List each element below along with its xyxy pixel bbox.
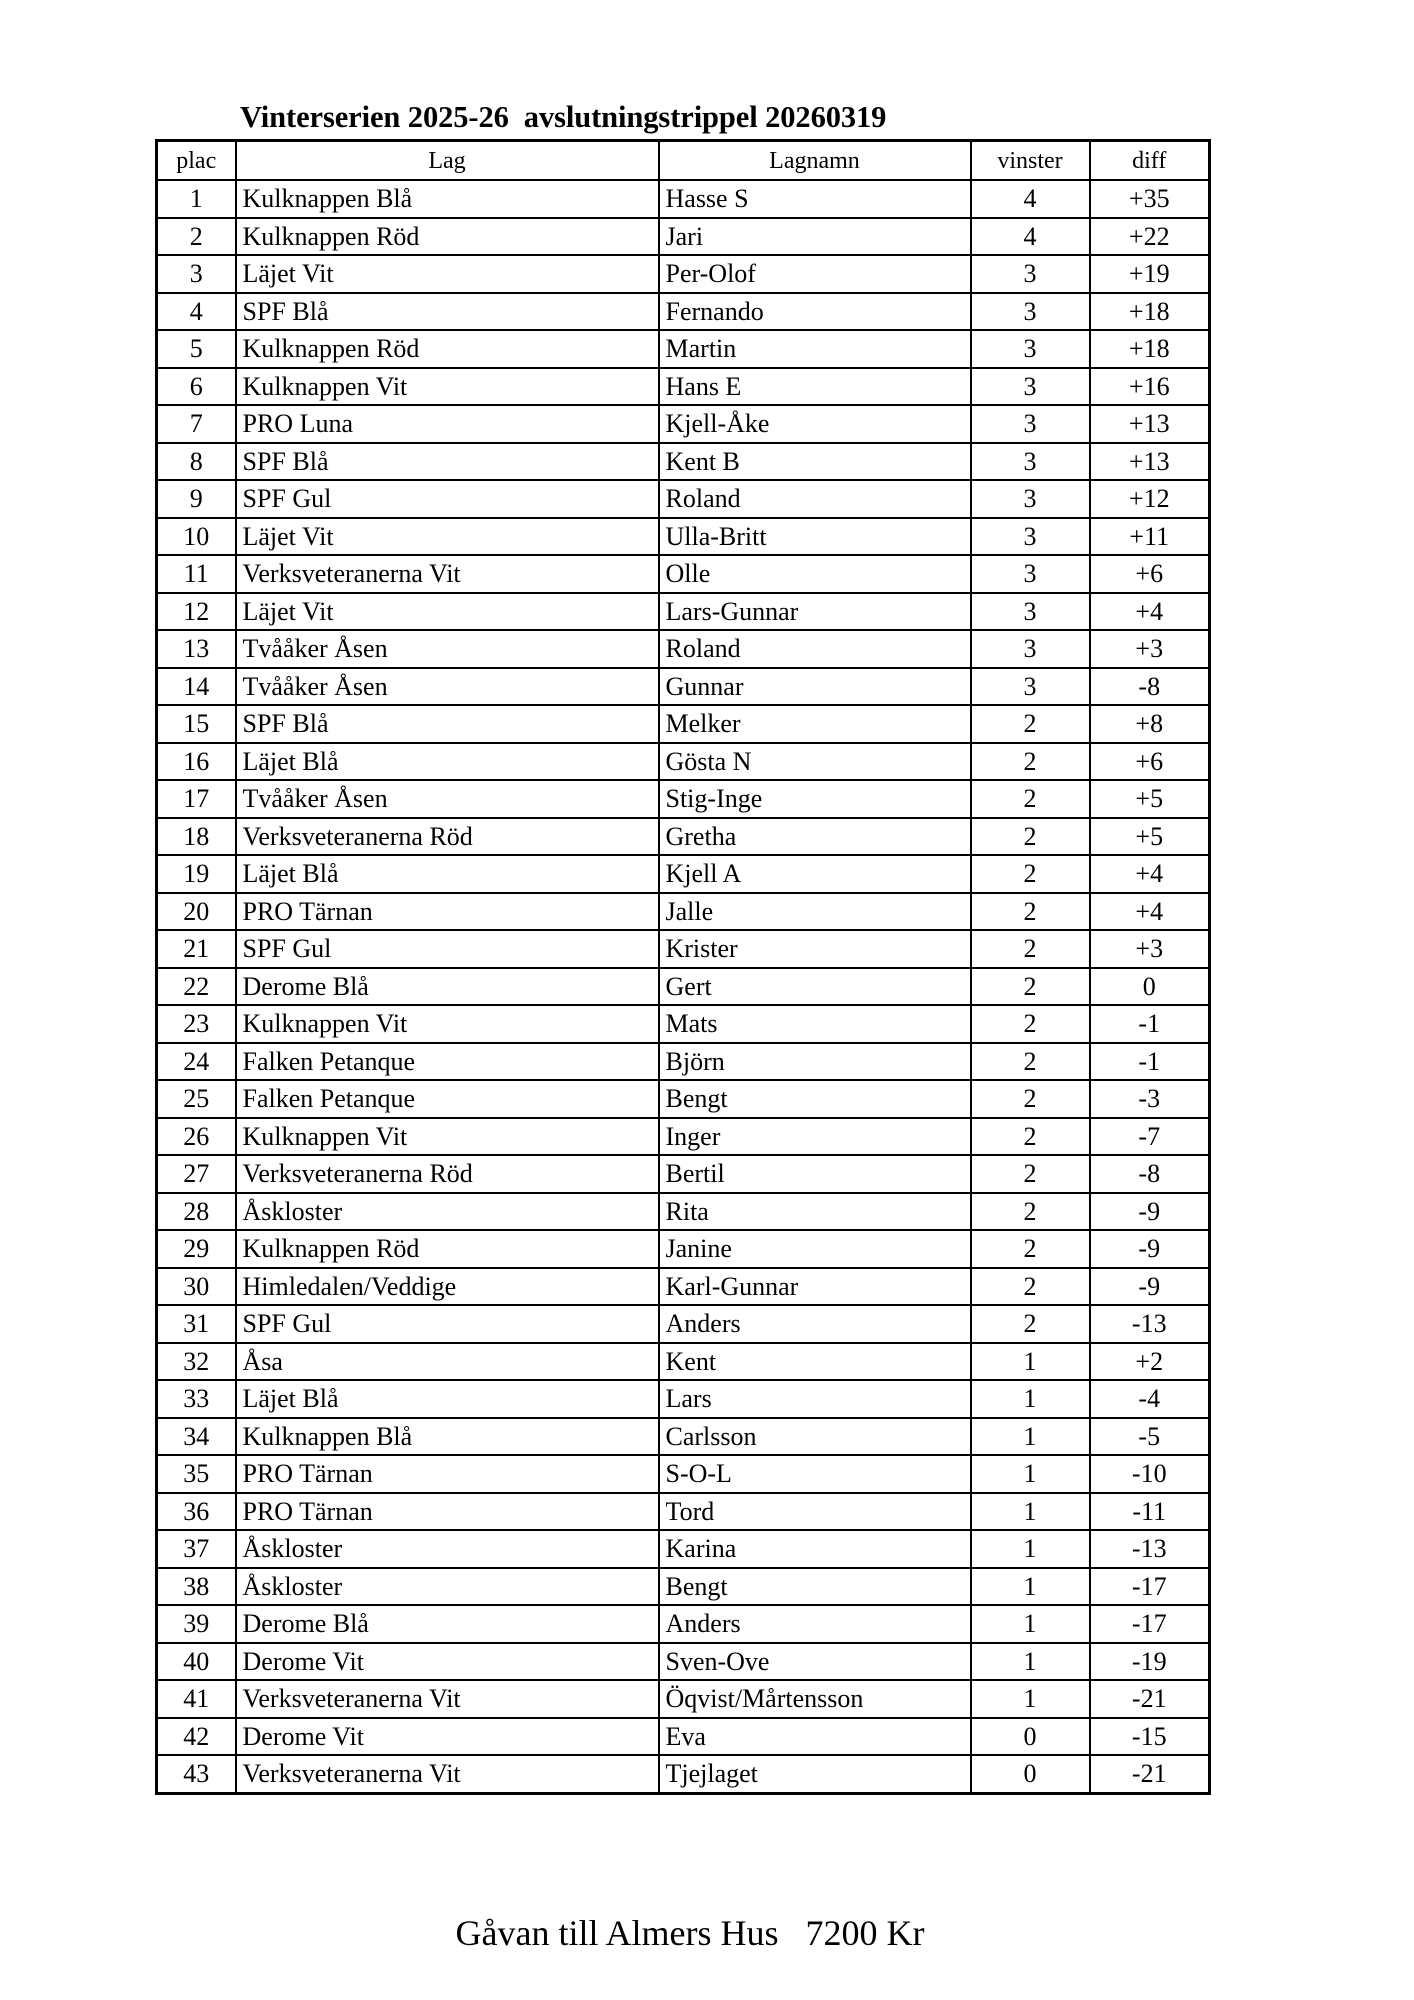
table-row	[157, 1080, 1210, 1118]
header-lag: Lag	[236, 141, 659, 181]
cell-lagnamn: Björn	[659, 1043, 971, 1081]
table-row	[157, 1343, 1210, 1381]
cell-diff: -8	[1090, 1155, 1210, 1193]
cell-plac: 30	[157, 1268, 236, 1306]
cell-plac: 35	[157, 1455, 236, 1493]
cell-lagnamn: Gert	[659, 968, 971, 1006]
cell-lagnamn: Lars	[659, 1380, 971, 1418]
cell-plac: 28	[157, 1193, 236, 1231]
cell-diff: +35	[1090, 180, 1210, 218]
cell-lagnamn: Fernando	[659, 293, 971, 331]
cell-plac: 16	[157, 743, 236, 781]
cell-lag: Kulknappen Röd	[236, 330, 659, 368]
cell-lag: Verksveteranerna Röd	[236, 1155, 659, 1193]
cell-plac: 25	[157, 1080, 236, 1118]
cell-vinster: 2	[971, 780, 1090, 818]
cell-plac: 29	[157, 1230, 236, 1268]
results-table	[155, 139, 1211, 1795]
cell-diff: +5	[1090, 818, 1210, 856]
cell-lagnamn: Martin	[659, 330, 971, 368]
cell-lagnamn: Öqvist/Mårtensson	[659, 1680, 971, 1718]
cell-lagnamn: Gunnar	[659, 668, 971, 706]
cell-lag: PRO Tärnan	[236, 1493, 659, 1531]
cell-lag: Tvååker Åsen	[236, 630, 659, 668]
cell-lag: Åskloster	[236, 1530, 659, 1568]
cell-lag: Kulknappen Vit	[236, 368, 659, 406]
cell-plac: 6	[157, 368, 236, 406]
cell-lag: Kulknappen Röd	[236, 1230, 659, 1268]
cell-lag: Kulknappen Blå	[236, 180, 659, 218]
cell-lagnamn: Bengt	[659, 1568, 971, 1606]
table-row	[157, 293, 1210, 331]
table-row	[157, 1568, 1210, 1606]
cell-vinster: 1	[971, 1343, 1090, 1381]
cell-plac: 40	[157, 1643, 236, 1681]
cell-plac: 18	[157, 818, 236, 856]
cell-plac: 13	[157, 630, 236, 668]
cell-diff: -7	[1090, 1118, 1210, 1156]
cell-vinster: 0	[971, 1718, 1090, 1756]
cell-lagnamn: Kent	[659, 1343, 971, 1381]
table-row	[157, 1043, 1210, 1081]
cell-diff: -17	[1090, 1568, 1210, 1606]
cell-vinster: 1	[971, 1643, 1090, 1681]
cell-vinster: 2	[971, 1005, 1090, 1043]
table-row	[157, 668, 1210, 706]
cell-diff: -13	[1090, 1305, 1210, 1343]
cell-diff: -17	[1090, 1605, 1210, 1643]
cell-plac: 15	[157, 705, 236, 743]
table-row	[157, 818, 1210, 856]
cell-diff: +18	[1090, 330, 1210, 368]
cell-lagnamn: Kent B	[659, 443, 971, 481]
cell-vinster: 3	[971, 255, 1090, 293]
cell-plac: 20	[157, 893, 236, 931]
cell-vinster: 2	[971, 1118, 1090, 1156]
cell-diff: -13	[1090, 1530, 1210, 1568]
cell-diff: +11	[1090, 518, 1210, 556]
cell-vinster: 2	[971, 968, 1090, 1006]
cell-diff: +6	[1090, 743, 1210, 781]
cell-vinster: 2	[971, 855, 1090, 893]
cell-diff: +12	[1090, 480, 1210, 518]
cell-diff: +2	[1090, 1343, 1210, 1381]
cell-diff: -3	[1090, 1080, 1210, 1118]
table-row	[157, 593, 1210, 631]
cell-plac: 17	[157, 780, 236, 818]
cell-diff: -10	[1090, 1455, 1210, 1493]
cell-lag: Derome Vit	[236, 1718, 659, 1756]
cell-diff: +18	[1090, 293, 1210, 331]
cell-plac: 33	[157, 1380, 236, 1418]
cell-diff: +16	[1090, 368, 1210, 406]
cell-vinster: 3	[971, 668, 1090, 706]
table-row	[157, 480, 1210, 518]
cell-vinster: 1	[971, 1380, 1090, 1418]
cell-lagnamn: Inger	[659, 1118, 971, 1156]
cell-vinster: 0	[971, 1755, 1090, 1793]
cell-lagnamn: Roland	[659, 480, 971, 518]
cell-lagnamn: Gretha	[659, 818, 971, 856]
table-row	[157, 893, 1210, 931]
table-header-row	[157, 141, 1210, 181]
table-row	[157, 630, 1210, 668]
cell-diff: -1	[1090, 1005, 1210, 1043]
cell-vinster: 3	[971, 330, 1090, 368]
cell-lag: Tvååker Åsen	[236, 668, 659, 706]
cell-vinster: 1	[971, 1530, 1090, 1568]
cell-plac: 26	[157, 1118, 236, 1156]
document-title: Vinterserien 2025-26 avslutningstrippel 20260319	[240, 100, 887, 134]
table-row	[157, 1193, 1210, 1231]
cell-vinster: 2	[971, 1043, 1090, 1081]
cell-lagnamn: Ulla-Britt	[659, 518, 971, 556]
cell-plac: 42	[157, 1718, 236, 1756]
cell-plac: 10	[157, 518, 236, 556]
cell-vinster: 2	[971, 1230, 1090, 1268]
cell-diff: -15	[1090, 1718, 1210, 1756]
cell-diff: +4	[1090, 855, 1210, 893]
table-row	[157, 443, 1210, 481]
cell-plac: 14	[157, 668, 236, 706]
cell-plac: 39	[157, 1605, 236, 1643]
cell-vinster: 2	[971, 1193, 1090, 1231]
cell-diff: -9	[1090, 1193, 1210, 1231]
cell-lagnamn: Hasse S	[659, 180, 971, 218]
header-vinster: vinster	[971, 141, 1090, 181]
cell-plac: 12	[157, 593, 236, 631]
cell-plac: 31	[157, 1305, 236, 1343]
cell-lag: Kulknappen Vit	[236, 1118, 659, 1156]
header-lagnamn: Lagnamn	[659, 141, 971, 181]
cell-lag: SPF Gul	[236, 930, 659, 968]
cell-vinster: 1	[971, 1680, 1090, 1718]
table-row	[157, 930, 1210, 968]
table-row	[157, 1718, 1210, 1756]
cell-plac: 2	[157, 218, 236, 256]
cell-lag: Verksveteranerna Vit	[236, 1755, 659, 1793]
cell-lagnamn: Rita	[659, 1193, 971, 1231]
cell-vinster: 3	[971, 555, 1090, 593]
cell-lagnamn: Jalle	[659, 893, 971, 931]
table-row	[157, 1230, 1210, 1268]
cell-plac: 7	[157, 405, 236, 443]
cell-vinster: 1	[971, 1605, 1090, 1643]
cell-plac: 5	[157, 330, 236, 368]
cell-vinster: 2	[971, 893, 1090, 931]
header-plac: plac	[157, 141, 236, 181]
table-row	[157, 1493, 1210, 1531]
cell-vinster: 3	[971, 630, 1090, 668]
cell-vinster: 1	[971, 1455, 1090, 1493]
cell-plac: 34	[157, 1418, 236, 1456]
cell-lagnamn: Sven-Ove	[659, 1643, 971, 1681]
table-row	[157, 1643, 1210, 1681]
cell-lag: PRO Tärnan	[236, 1455, 659, 1493]
cell-lagnamn: Bertil	[659, 1155, 971, 1193]
table-row	[157, 1530, 1210, 1568]
cell-lagnamn: Anders	[659, 1605, 971, 1643]
table-row	[157, 218, 1210, 256]
cell-vinster: 1	[971, 1568, 1090, 1606]
cell-diff: -4	[1090, 1380, 1210, 1418]
donation-footer: Gåvan till Almers Hus 7200 Kr	[455, 1913, 925, 1953]
table-row	[157, 1605, 1210, 1643]
cell-lagnamn: Gösta N	[659, 743, 971, 781]
cell-vinster: 3	[971, 480, 1090, 518]
cell-plac: 3	[157, 255, 236, 293]
cell-plac: 38	[157, 1568, 236, 1606]
cell-plac: 8	[157, 443, 236, 481]
cell-plac: 27	[157, 1155, 236, 1193]
cell-lagnamn: Stig-Inge	[659, 780, 971, 818]
cell-lag: Falken Petanque	[236, 1043, 659, 1081]
cell-lag: Verksveteranerna Vit	[236, 555, 659, 593]
cell-lagnamn: Bengt	[659, 1080, 971, 1118]
cell-diff: -5	[1090, 1418, 1210, 1456]
table-row	[157, 405, 1210, 443]
cell-diff: +13	[1090, 443, 1210, 481]
cell-vinster: 1	[971, 1418, 1090, 1456]
cell-lagnamn: Olle	[659, 555, 971, 593]
table-row	[157, 330, 1210, 368]
table-row	[157, 255, 1210, 293]
table-row	[157, 1005, 1210, 1043]
table-row	[157, 1755, 1210, 1793]
cell-lagnamn: Karl-Gunnar	[659, 1268, 971, 1306]
cell-lagnamn: Roland	[659, 630, 971, 668]
cell-lag: Läjet Blå	[236, 855, 659, 893]
cell-vinster: 2	[971, 743, 1090, 781]
cell-lag: Verksveteranerna Vit	[236, 1680, 659, 1718]
cell-plac: 36	[157, 1493, 236, 1531]
cell-lag: SPF Gul	[236, 1305, 659, 1343]
cell-lagnamn: Kjell-Åke	[659, 405, 971, 443]
cell-lag: PRO Tärnan	[236, 893, 659, 931]
cell-diff: +3	[1090, 630, 1210, 668]
cell-lagnamn: Krister	[659, 930, 971, 968]
cell-plac: 21	[157, 930, 236, 968]
cell-vinster: 2	[971, 1305, 1090, 1343]
cell-diff: +22	[1090, 218, 1210, 256]
cell-plac: 1	[157, 180, 236, 218]
cell-vinster: 3	[971, 443, 1090, 481]
cell-vinster: 3	[971, 405, 1090, 443]
table-row	[157, 1380, 1210, 1418]
cell-diff: 0	[1090, 968, 1210, 1006]
cell-diff: +6	[1090, 555, 1210, 593]
cell-diff: +4	[1090, 593, 1210, 631]
cell-vinster: 3	[971, 293, 1090, 331]
cell-diff: -9	[1090, 1230, 1210, 1268]
cell-vinster: 2	[971, 930, 1090, 968]
cell-lag: SPF Gul	[236, 480, 659, 518]
cell-lag: Verksveteranerna Röd	[236, 818, 659, 856]
cell-plac: 43	[157, 1755, 236, 1793]
cell-vinster: 3	[971, 593, 1090, 631]
cell-lag: Läjet Blå	[236, 1380, 659, 1418]
results-body	[157, 180, 1210, 1793]
table-row	[157, 368, 1210, 406]
table-row	[157, 855, 1210, 893]
cell-diff: -9	[1090, 1268, 1210, 1306]
cell-plac: 4	[157, 293, 236, 331]
cell-lagnamn: Tjejlaget	[659, 1755, 971, 1793]
cell-vinster: 2	[971, 818, 1090, 856]
cell-plac: 32	[157, 1343, 236, 1381]
cell-lag: Läjet Vit	[236, 255, 659, 293]
cell-lagnamn: Jari	[659, 218, 971, 256]
cell-vinster: 4	[971, 218, 1090, 256]
cell-lagnamn: S-O-L	[659, 1455, 971, 1493]
cell-lag: Kulknappen Blå	[236, 1418, 659, 1456]
cell-diff: +4	[1090, 893, 1210, 931]
cell-lag: Derome Blå	[236, 1605, 659, 1643]
cell-lag: SPF Blå	[236, 443, 659, 481]
cell-diff: +3	[1090, 930, 1210, 968]
cell-lagnamn: Janine	[659, 1230, 971, 1268]
table-row	[157, 1118, 1210, 1156]
table-row	[157, 705, 1210, 743]
cell-lagnamn: Eva	[659, 1718, 971, 1756]
cell-diff: -19	[1090, 1643, 1210, 1681]
cell-lag: Kulknappen Vit	[236, 1005, 659, 1043]
cell-lag: Åskloster	[236, 1568, 659, 1606]
cell-diff: -21	[1090, 1680, 1210, 1718]
cell-lag: Falken Petanque	[236, 1080, 659, 1118]
table-row	[157, 518, 1210, 556]
cell-vinster: 3	[971, 368, 1090, 406]
cell-lagnamn: Tord	[659, 1493, 971, 1531]
cell-vinster: 2	[971, 705, 1090, 743]
table-row	[157, 1418, 1210, 1456]
cell-lag: Läjet Vit	[236, 593, 659, 631]
table-row	[157, 180, 1210, 218]
cell-lag: SPF Blå	[236, 705, 659, 743]
cell-plac: 41	[157, 1680, 236, 1718]
cell-lag: Kulknappen Röd	[236, 218, 659, 256]
cell-diff: +19	[1090, 255, 1210, 293]
table-row	[157, 1680, 1210, 1718]
table-row	[157, 743, 1210, 781]
cell-diff: -1	[1090, 1043, 1210, 1081]
cell-diff: +5	[1090, 780, 1210, 818]
cell-vinster: 2	[971, 1268, 1090, 1306]
cell-plac: 24	[157, 1043, 236, 1081]
cell-lagnamn: Carlsson	[659, 1418, 971, 1456]
cell-lagnamn: Kjell A	[659, 855, 971, 893]
cell-vinster: 2	[971, 1080, 1090, 1118]
cell-diff: +8	[1090, 705, 1210, 743]
cell-lag: Derome Vit	[236, 1643, 659, 1681]
cell-lagnamn: Hans E	[659, 368, 971, 406]
header-diff: diff	[1090, 141, 1210, 181]
cell-lagnamn: Melker	[659, 705, 971, 743]
cell-vinster: 1	[971, 1493, 1090, 1531]
cell-diff: -8	[1090, 668, 1210, 706]
cell-plac: 23	[157, 1005, 236, 1043]
table-row	[157, 1305, 1210, 1343]
cell-plac: 37	[157, 1530, 236, 1568]
cell-lagnamn: Karina	[659, 1530, 971, 1568]
cell-lagnamn: Lars-Gunnar	[659, 593, 971, 631]
table-row	[157, 968, 1210, 1006]
cell-plac: 9	[157, 480, 236, 518]
cell-lagnamn: Per-Olof	[659, 255, 971, 293]
cell-vinster: 2	[971, 1155, 1090, 1193]
cell-lag: Tvååker Åsen	[236, 780, 659, 818]
cell-vinster: 4	[971, 180, 1090, 218]
cell-plac: 22	[157, 968, 236, 1006]
table-row	[157, 1155, 1210, 1193]
cell-lag: Läjet Vit	[236, 518, 659, 556]
table-row	[157, 1455, 1210, 1493]
table-row	[157, 555, 1210, 593]
cell-lag: SPF Blå	[236, 293, 659, 331]
cell-diff: +13	[1090, 405, 1210, 443]
cell-lag: PRO Luna	[236, 405, 659, 443]
cell-lag: Åsa	[236, 1343, 659, 1381]
cell-plac: 19	[157, 855, 236, 893]
cell-lag: Himledalen/Veddige	[236, 1268, 659, 1306]
table-row	[157, 780, 1210, 818]
table-row	[157, 1268, 1210, 1306]
cell-lag: Läjet Blå	[236, 743, 659, 781]
cell-diff: -21	[1090, 1755, 1210, 1793]
cell-vinster: 3	[971, 518, 1090, 556]
cell-plac: 11	[157, 555, 236, 593]
cell-lag: Derome Blå	[236, 968, 659, 1006]
cell-lagnamn: Mats	[659, 1005, 971, 1043]
cell-lag: Åskloster	[236, 1193, 659, 1231]
cell-lagnamn: Anders	[659, 1305, 971, 1343]
cell-diff: -11	[1090, 1493, 1210, 1531]
